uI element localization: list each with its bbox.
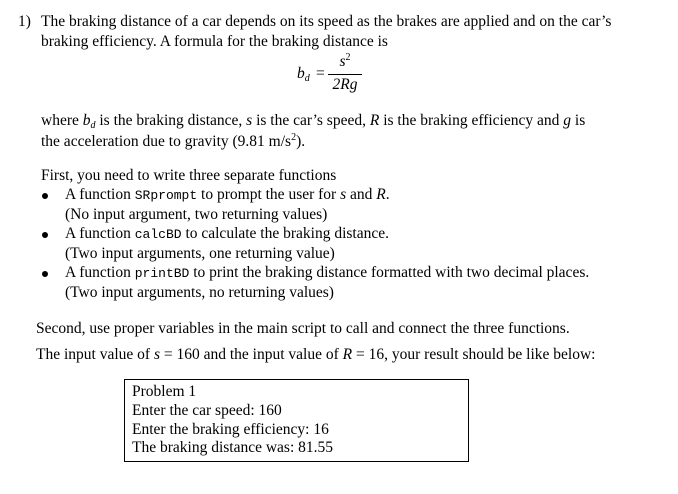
code-srprompt: SRprompt (134, 188, 198, 203)
formula-lhs-sub: d (304, 73, 310, 84)
where-line-1: where $b_d$ is the braking distance, s is the car’s speed, R is the braking efficiency and g is (41, 112, 586, 131)
formula-denominator: 2Rg (332, 76, 358, 93)
code-calcbd: calcBD (134, 227, 182, 242)
output-line: Enter the car speed: 160 (132, 402, 282, 419)
bullet-icon (42, 271, 48, 277)
sample-output-box (124, 379, 469, 462)
second-instruction: Second, use proper variables in the main script to call and connect the three functions. (36, 320, 570, 337)
output-line: The braking distance was: 81.55 (132, 439, 334, 456)
bullet-icon (42, 193, 48, 199)
input-values-line: The input value of s = 160 and the input value of R = 16, your result should be like below: (36, 346, 596, 363)
code-printbd: printBD (134, 266, 190, 281)
formula-numerator-exp: 2 (345, 52, 351, 63)
formula-lhs-var: b (297, 65, 305, 82)
bullet-icon (42, 232, 48, 238)
problem-number: 1) (18, 13, 31, 30)
output-line: Enter the braking efficiency: 16 (132, 421, 329, 438)
function-note-srprompt: (No input argument, two returning values) (65, 206, 328, 223)
function-note-calcbd: (Two input arguments, one returning value) (65, 245, 335, 262)
where-line-2: the acceleration due to gravity (9.81 $m/s^2$). (41, 132, 306, 150)
function-item-srprompt: A function SRprompt to prompt the user for s and R. (65, 186, 390, 203)
function-item-printbd: A function printBD to print the braking distance formatted with two decimal places. (65, 264, 590, 281)
formula-equals: = (316, 65, 325, 82)
function-note-printbd: (Two input arguments, no returning values) (65, 284, 334, 301)
function-item-calcbd: A function calcBD to calculate the braking distance. (65, 225, 390, 242)
first-intro: First, you need to write three separate functions (41, 167, 337, 184)
output-line: Problem 1 (132, 383, 197, 400)
intro-line-2: braking efficiency. A formula for the braking distance is (41, 33, 388, 50)
formula-fraction-bar (328, 74, 362, 75)
formula-numerator-var: s (339, 53, 346, 70)
intro-line-1: The braking distance of a car depends on its speed as the brakes are applied and on the car’s (41, 13, 612, 30)
